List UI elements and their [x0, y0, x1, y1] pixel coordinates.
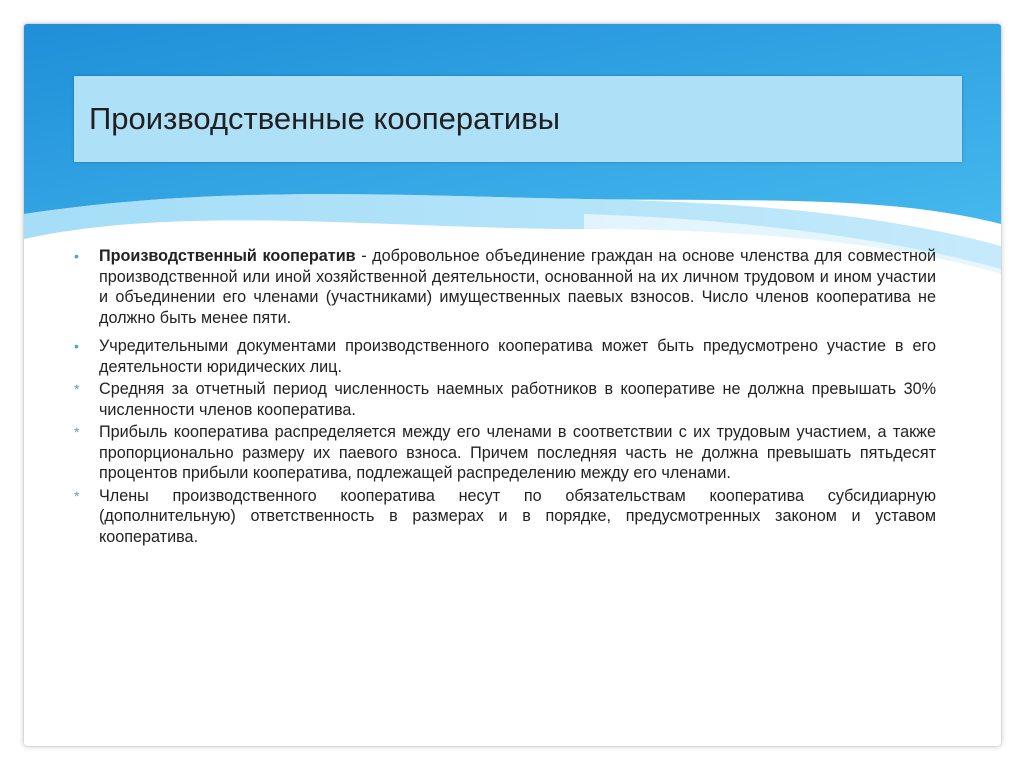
bullet-dot-icon: •	[74, 338, 79, 354]
list-item	[74, 486, 936, 548]
term-bold: Производственный кооператив	[99, 247, 356, 265]
bullet-asterisk-icon: *	[74, 381, 80, 397]
list-item-text: Члены производственного кооператива несут по обязательствам кооператива субсидиарную (дополнительную) ответственность в размерах и в порядке, предусмотренных законом и уставом кооператива.	[99, 486, 936, 546]
list-item-text: - добровольное объединение граждан на основе членства для совместной производственной или иной хозяйственной деятельности, основанной на их личном трудовом и ином участии и объединении его членами (участниками) имущественных паевых взносов. Число членов кооператива не должно быть менее пяти.	[99, 247, 936, 327]
bullet-asterisk-icon: *	[74, 487, 80, 504]
list-item-text: Прибыль кооператива распределяется между его членами в соответствии с их трудовым участием, а также пропорционально размеру их паевого взноса. Причем последняя часть не должна превышать пятьдесят процентов прибыли кооператива, подлежащей распределению между его членами.	[99, 423, 936, 482]
list-item	[74, 336, 936, 377]
bullet-list	[74, 246, 936, 547]
list-item-text: Средняя за отчетный период численность наемных работников в кооперативе не должна превышать 30% численности членов кооператива.	[99, 380, 936, 419]
list-item	[74, 246, 936, 328]
slide-title: Производственные кооперативы	[89, 101, 560, 136]
title-box	[74, 76, 962, 162]
slide	[24, 24, 1001, 746]
list-item	[74, 422, 936, 484]
bullet-asterisk-icon: *	[74, 424, 80, 440]
list-item	[74, 379, 936, 420]
list-item-text: Учредительными документами производственного кооператива может быть предусмотрено участие в его деятельности юридических лиц.	[99, 337, 936, 376]
bullet-dot-icon: •	[74, 248, 79, 264]
